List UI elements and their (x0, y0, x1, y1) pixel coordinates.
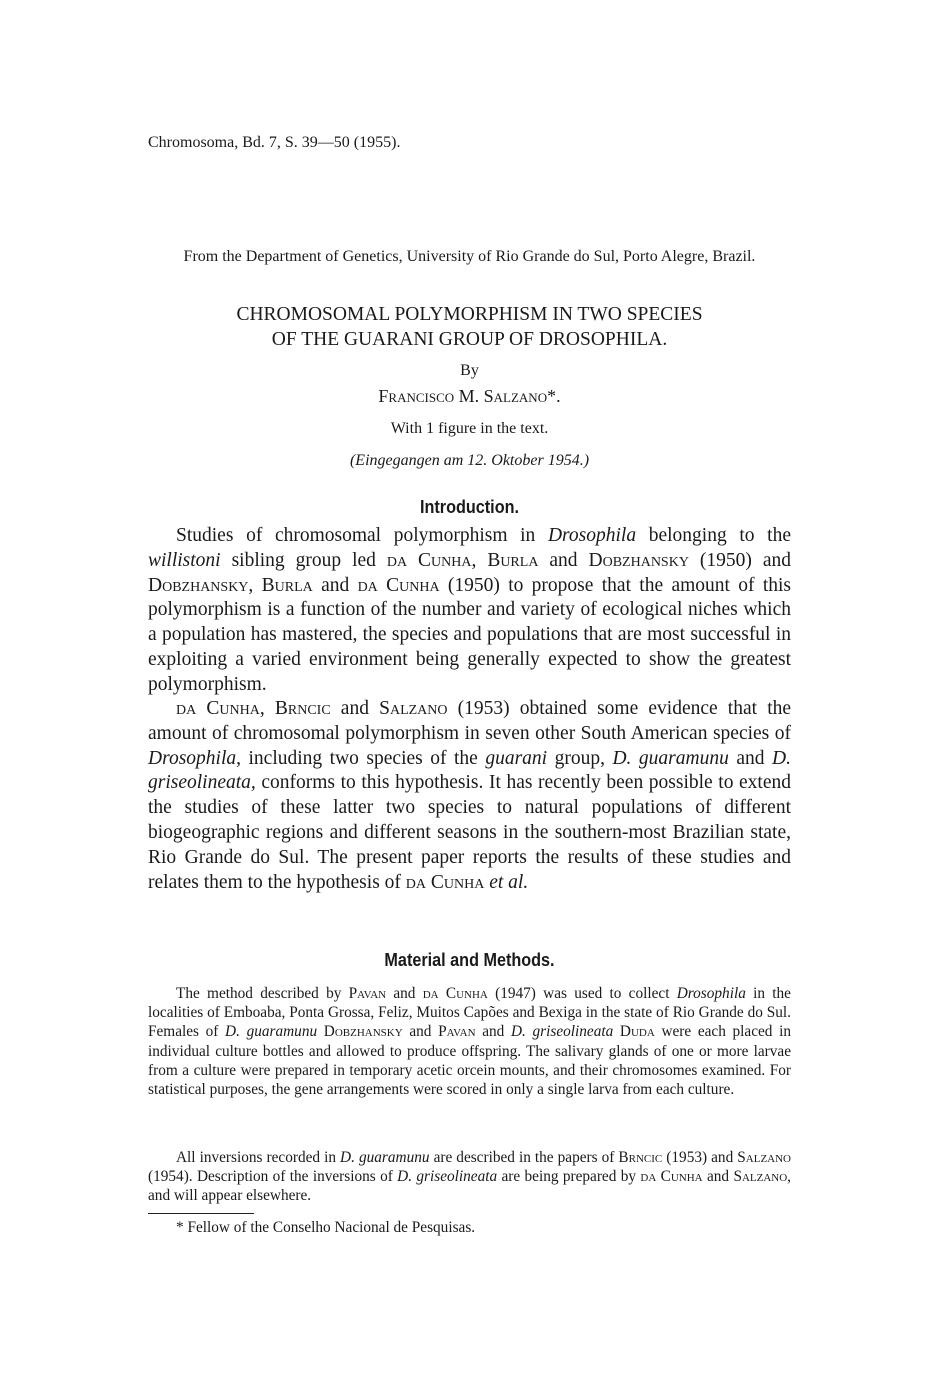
species-name: D. guaramunu (612, 747, 729, 769)
author-citation: Brncic (274, 698, 331, 719)
text-run (317, 1023, 324, 1040)
byline-label: By (460, 362, 479, 379)
author-citation: da Cunha (357, 574, 440, 596)
introduction-paragraph-1 (148, 524, 791, 698)
author-citation: Burla (261, 574, 313, 596)
author-citation: Brncic (618, 1149, 663, 1166)
text-run: , (471, 549, 488, 571)
species-name: D. guaramunu (225, 1023, 318, 1041)
author-citation: Pavan (348, 985, 387, 1002)
author-name: Francisco M. Salzano*. (378, 386, 561, 406)
species-name: D. griseolineata (397, 1168, 498, 1186)
footnote-rule (148, 1213, 254, 1214)
text-run: (1947) was used to collect (487, 985, 677, 1002)
text-run: belonging to the (636, 525, 792, 546)
text-run: (1954). Description of the inversions of (148, 1168, 398, 1186)
author-citation: Salzano (733, 1168, 788, 1186)
genus-name: Drosophila (676, 985, 746, 1002)
introduction-paragraph-2 (148, 697, 791, 895)
text-run: (1950) and (688, 549, 791, 571)
received-date: (Eingegangen am 12. Oktober 1954.) (349, 452, 590, 469)
author-citation: da Cunha (176, 698, 260, 719)
methods-paragraph-2 (148, 1148, 791, 1206)
author-citation: Burla (487, 549, 539, 571)
text-run: , and will appear elsewhere. (148, 1168, 791, 1205)
text-run: , (259, 698, 275, 719)
footnote: * Fellow of the Conselho Nacional de Pesquisas. (176, 1219, 476, 1236)
author-citation: Dobzhansky (323, 1023, 403, 1041)
genus-name: Drosophila, (148, 747, 241, 769)
text-run: are being prepared by (497, 1168, 641, 1186)
text-run: All inversions recorded in (176, 1149, 341, 1166)
text-run: and (402, 1023, 439, 1041)
title-line-1: CHROMOSOMAL POLYMORPHISM IN TWO SPECIES (236, 304, 703, 325)
title-line-2: OF THE GUARANI GROUP OF DROSOPHILA. (271, 329, 668, 350)
species-group-name: guarani (485, 747, 548, 769)
introduction-heading: Introduction. (420, 497, 519, 517)
text-run: and (538, 549, 589, 571)
author-citation: Pavan (438, 1023, 476, 1041)
text-run: (1950) to propose that the amount of this polymorphism is a function of the number and variety of ecological niches which a population has mastered, the species and populations that are most successful in exploiting a varied environment being generally expected to show the greatest polymorphism. (148, 574, 792, 695)
author-citation: Dobzhansky (588, 549, 689, 571)
text-run: and (702, 1168, 734, 1186)
paper-title (148, 302, 791, 352)
text-run: in the localities of Emboaba, Ponta Grossa, Feliz, Muitos Capões and Bexiga in the state of Rio Grande do Sul. Females of (148, 985, 791, 1041)
methods-heading: Material and Methods. (384, 950, 555, 970)
text-run: are described in the papers of (429, 1149, 619, 1166)
text-run: and (330, 698, 380, 719)
species-name: D. griseolineata (510, 1023, 614, 1041)
text-run (613, 1023, 620, 1040)
journal-reference: Chromosoma, Bd. 7, S. 39—50 (1955). (148, 134, 401, 151)
author-citation: da Cunha (405, 871, 485, 893)
text-run: Studies of chromosomal polymorphism in (176, 525, 548, 546)
genus-name: Drosophila (547, 525, 637, 546)
author-citation: Salzano (737, 1149, 792, 1166)
text-run: (1953) obtained some evidence that the amount of chromosomal polymorphism in seven other South American species of (148, 698, 792, 744)
author-citation: Salzano (379, 698, 448, 719)
text-run: conforms to this hypothesis. It has recently been possible to extend the studies of these latter two species to natural populations of different biogeographic regions and different seasons in the southern-most Brazilian state, Rio Grande do Sul. The present paper reports the results of these studies and relates them to the hypothesis of (148, 772, 791, 893)
text-run: and (312, 574, 358, 596)
text-run: (1953) and (662, 1149, 738, 1166)
methods-paragraph-1 (148, 984, 791, 1099)
text-run: and (728, 747, 773, 769)
figure-note: With 1 figure in the text. (390, 420, 549, 437)
text-run: including two species of the (241, 747, 486, 769)
author-citation: da Cunha (422, 985, 488, 1002)
text-run: were each placed in individual culture bottles and allowed to produce offspring. The salivary glands of one or more larvae from a culture were prepared in temporary acetic orcein mounts, and their chromosomes examined. For statistical purposes, the gene arrangements were scored in only a single larva from each culture. (148, 1023, 792, 1099)
text-run: The method described by (176, 985, 349, 1002)
species-group-name: willistoni (148, 549, 221, 571)
author-citation: da Cunha (640, 1168, 703, 1186)
text-run: and (386, 985, 423, 1002)
author-citation: Duda (619, 1023, 655, 1041)
text-run: sibling group led (220, 549, 387, 571)
text-run: group, (547, 747, 613, 769)
text-run: and (475, 1023, 511, 1041)
author-citation: da Cunha (386, 549, 472, 571)
species-name: D. griseolineata, (148, 747, 791, 794)
et-al: et al. (489, 871, 529, 893)
species-name: D. guaramunu (340, 1149, 430, 1166)
author-citation: Dobzhansky (148, 574, 249, 596)
affiliation: From the Department of Genetics, University of Rio Grande do Sul, Porto Alegre, Brazil. (183, 248, 756, 265)
text-run: , (248, 574, 262, 596)
